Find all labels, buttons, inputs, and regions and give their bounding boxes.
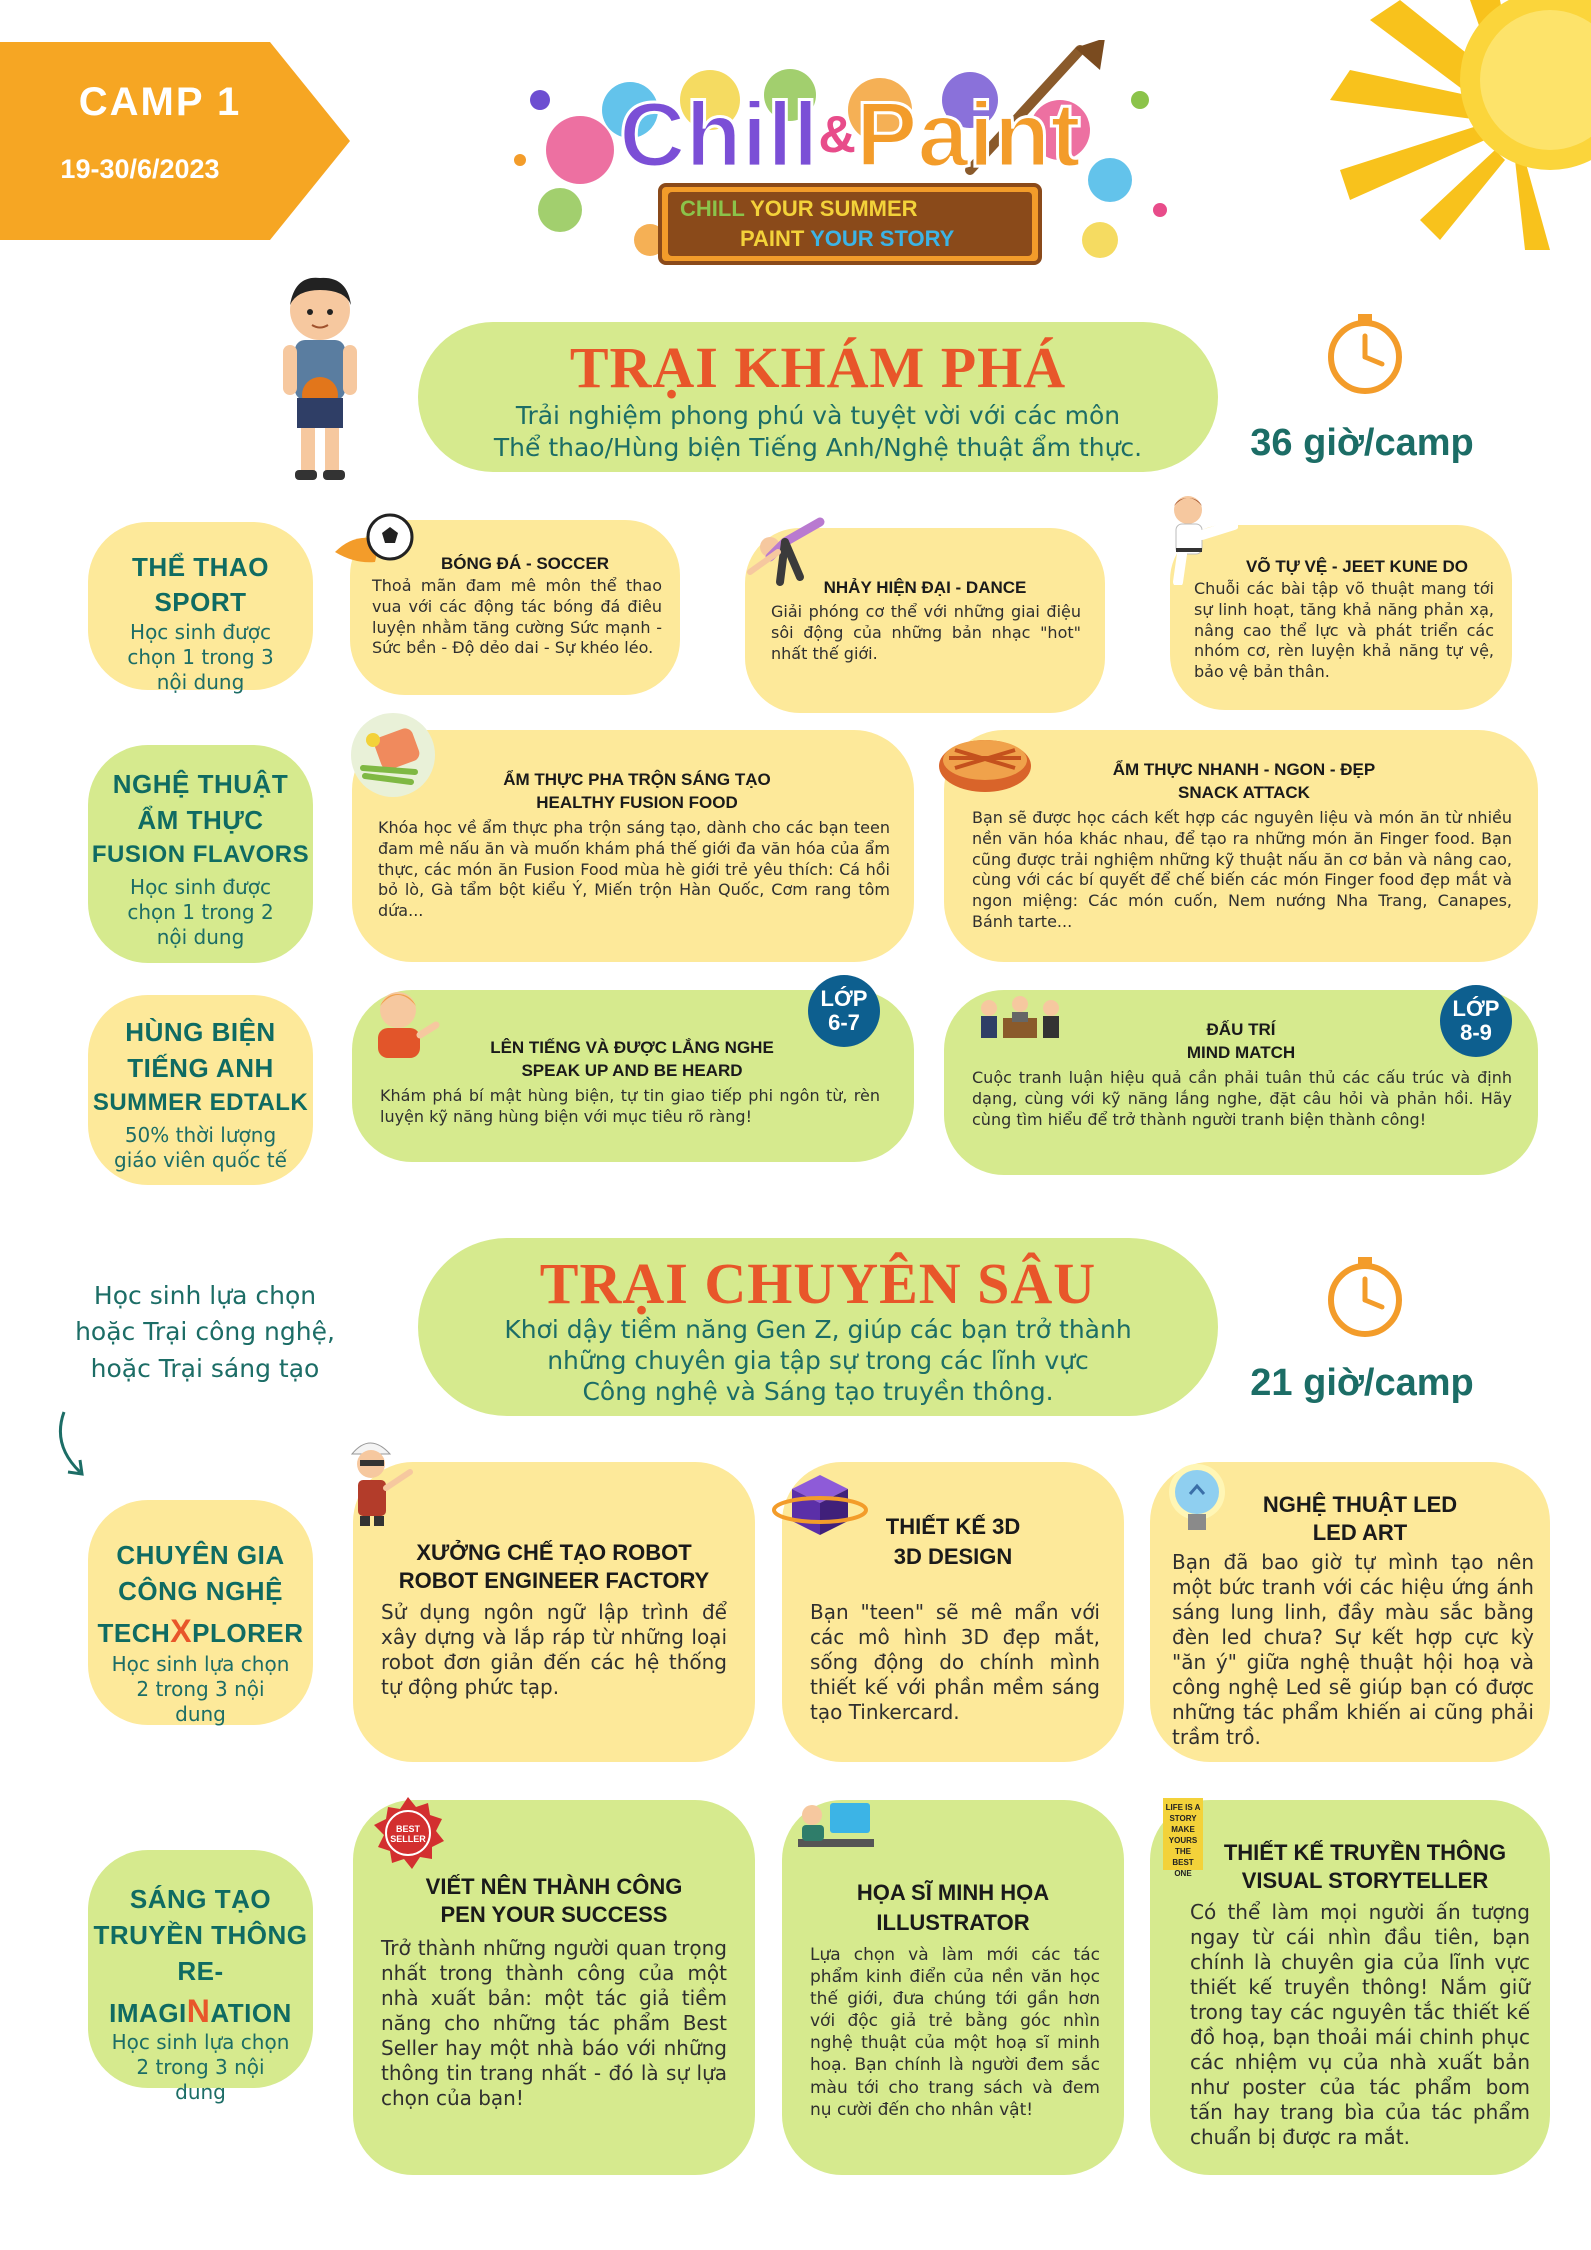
explore-hours: 36 giờ/camp — [1250, 422, 1474, 464]
engineer-icon — [340, 1432, 420, 1527]
card-text: Bạn sẽ được học cách kết hợp các nguyên liệu và món ăn từ nhiều nền văn hóa khác nhau, để tạo ra những món ăn Finger food. Bạn cũng được trải nghiệm những kỹ thuật nấu ăn cơ bản và nâng cao, cùng với các bí quyết để chế biến các món Finger food đẹp mắt và ngon miệng: Các món cuốn, Nem nướng Nha Trang, Canapes, Bánh tarte... — [972, 808, 1512, 931]
tech-label-pill — [88, 1500, 313, 1725]
explore-title: TRẠI KHÁM PHÁ — [569, 335, 1067, 400]
logo-wordmark — [560, 80, 1140, 190]
camp-tag — [0, 42, 350, 240]
martial-arts-icon — [1148, 490, 1238, 585]
card-text: Giải phóng cơ thể với những giai điệu sôi động của những bản nhạc "hot" nhất thế giới. — [771, 602, 1081, 663]
card-text: Bạn đã bao giờ tự mình tạo nên một bức tranh với các hiệu ứng ánh sáng lung linh, đầy màu sắc bằng đèn led chưa? Sự kết hợp cực kỳ "ăn ý" giữa nghệ thuật hội hoạ và công nghệ Led sẽ giúp bạn có được những tác phẩm khiến ai cũng phải trầm trồ. — [1172, 1550, 1534, 1749]
soccer-ball-icon — [335, 512, 415, 572]
tech-note: Học sinh lựa chọn 2 trong 3 nội dung — [111, 1652, 290, 1726]
deep-subtitle-1: Khơi dậy tiềm năng Gen Z, giúp các bạn trở thành — [504, 1315, 1132, 1344]
card-title: HỌA SĨ MINH HỌA — [856, 1880, 1050, 1905]
dancer-icon — [740, 502, 830, 592]
media-label-pill — [88, 1850, 313, 2104]
speaker-icon — [360, 980, 440, 1060]
clock-icon — [1322, 312, 1408, 398]
speech-title-1: HÙNG BIỆN — [125, 1017, 276, 1047]
card-subtitle: 3D DESIGN — [893, 1544, 1013, 1569]
curved-arrow-icon — [52, 1410, 92, 1485]
card-subtitle: VISUAL STORYTELLER — [1241, 1868, 1489, 1893]
food-title-3: FUSION FLAVORS — [91, 841, 310, 868]
explore-subtitle-1: Trải nghiệm phong phú và tuyệt vời với các môn — [515, 401, 1121, 430]
sun-icon — [1310, 0, 1591, 250]
salmon-dish-icon — [345, 710, 440, 800]
deep-header — [418, 1238, 1218, 1416]
deep-title: TRẠI CHUYÊN SÂU — [539, 1251, 1097, 1316]
card-title: ẨM THỰC NHANH - NGON - ĐẸP — [1112, 760, 1376, 779]
camp-tag-shape — [0, 42, 350, 240]
card-title: ẨM THỰC PHA TRỘN SÁNG TẠO — [503, 770, 771, 789]
card-subtitle: MIND MATCH — [1186, 1043, 1296, 1062]
sport-title-2: SPORT — [154, 587, 247, 617]
sport-title-1: THỂ THAO — [132, 552, 269, 582]
sport-label-pill — [88, 522, 313, 694]
card-text: Cuộc tranh luận hiệu quả cần phải tuân thủ các cấu trúc và định dạng, cùng với kỹ năng lắng nghe, đặt câu hỏi và phản hồi. Hãy cùng tìm hiểu để trở thành người tranh biện thành công! — [972, 1068, 1512, 1129]
card-subtitle: ROBOT ENGINEER FACTORY — [398, 1568, 710, 1593]
logo-word-paint: Paint — [855, 84, 1081, 186]
lightbulb-icon — [1160, 1460, 1235, 1545]
logo-tagline-1: CHILL YOUR SUMMER — [680, 196, 918, 221]
card-subtitle: SPEAK UP AND BE HEARD — [521, 1061, 743, 1080]
camp-label: CAMP 1 — [78, 80, 242, 124]
explore-header — [418, 322, 1218, 472]
media-title-4: IMAGINATION — [109, 1993, 292, 2029]
deep-subtitle-3: Công nghệ và Sáng tạo truyền thông. — [582, 1377, 1054, 1406]
card-text: Sử dụng ngôn ngữ lập trình để xây dựng và lắp ráp từ những loại robot đơn giản đến các hệ thống tự động phức tạp. — [381, 1600, 727, 1699]
tech-title-3: TECHXPLORER — [97, 1613, 304, 1649]
card-text: Khóa học về ẩm thực pha trộn sáng tạo, dành cho các bạn teen đam mê nấu ăn và muốn khám phá thế giới đa văn hóa của ẩm thực, các món ăn Fusion Food mùa hè giới trẻ yêu thích: Cá hồi bỏ lò, Gà tẩm bột kiểu Ý, Miến trộn Hàn Quốc, Cơm rang tôm dứa... — [378, 818, 890, 921]
grade-badge: LỚP 8-9 — [1440, 985, 1512, 1057]
media-title-2: TRUYỀN THÔNG — [93, 1920, 308, 1950]
explore-subtitle-2: Thể thao/Hùng biện Tiếng Anh/Nghệ thuật ẩm thực. — [493, 433, 1143, 462]
card-subtitle: ILLUSTRATOR — [876, 1910, 1030, 1935]
card-text: Bạn "teen" sẽ mê mẩn với các mô hình 3D đẹp mắt, sống động do chính mình thiết kế với phần mềm sáng tạo Tinkercard. — [810, 1600, 1100, 1724]
speech-note: 50% thời lượng giáo viên quốc tế — [114, 1123, 287, 1172]
pie-icon — [935, 728, 1035, 796]
speech-title-2: TIẾNG ANH — [127, 1053, 274, 1083]
card-text: Chuỗi các bài tập võ thuật mang tới sự linh hoạt, tăng khả năng phản xạ, nâng cao thể lực và phát triển các nhóm cơ, rèn luyện khả năng tự vệ, bảo vệ bản thân. — [1194, 579, 1494, 682]
card-subtitle: SNACK ATTACK — [1178, 783, 1310, 802]
sport-note: Học sinh được chọn 1 trong 3 nội dung — [127, 620, 274, 694]
card-text: Thoả mãn đam mê môn thể thao vua với các động tác bóng đá điêu luyện nhằm tăng cường Sức mạnh - Sức bền - Độ dẻo dai - Sự khéo léo. — [372, 576, 662, 658]
card-title: NHẢY HIỆN ĐẠI - DANCE — [823, 578, 1027, 597]
card-title: NGHỆ THUẬT LED — [1262, 1492, 1458, 1517]
choice-note: Học sinh lựa chọn hoặc Trại công nghệ, hoặc Trại sáng tạo — [75, 1281, 335, 1383]
camp-dates: 19-30/6/2023 — [60, 154, 220, 184]
card-subtitle: HEALTHY FUSION FOOD — [536, 793, 738, 812]
card-subtitle: LED ART — [1312, 1520, 1408, 1545]
deep-hours: 21 giờ/camp — [1250, 1362, 1474, 1404]
deep-subtitle-2: những chuyên gia tập sự trong các lĩnh vực — [547, 1346, 1089, 1375]
card-text: Khám phá bí mật hùng biện, tự tin giao tiếp phi ngôn từ, rèn luyện kỹ năng hùng biện với mục tiêu rõ ràng! — [380, 1086, 880, 1126]
speech-label-pill — [88, 995, 313, 1185]
3d-cube-icon — [770, 1455, 870, 1540]
media-card-storyteller — [1150, 1800, 1550, 2175]
speech-title-3: SUMMER EDTALK — [92, 1089, 309, 1116]
tech-title-2: CÔNG NGHỆ — [118, 1576, 283, 1606]
card-title: VÕ TỰ VỆ - JEET KUNE DO — [1246, 557, 1468, 576]
card-text: Lựa chọn và làm mới các tác phẩm kinh điển của nền văn học thế giới, đưa chúng tới gần hơn với độc giả trẻ bằng góc nhìn nghệ thuật của một hoạ sĩ minh hoạ. Bạn chính là người đem sắc màu tới cho trang sách và đem nụ cười đến cho nhân vật! — [810, 1945, 1100, 2120]
story-poster-icon: LIFE IS A STORY MAKE YOURS THE BEST ONE — [1163, 1798, 1203, 1870]
card-subtitle: PEN YOUR SUCCESS — [440, 1902, 668, 1927]
card-text: Trở thành những người quan trọng nhất trong thành công của một nhà xuất bản: một tác giả tiềm năng cho những tác phẩm Best Seller hay một nhà báo với những thông tin trang nhất - đó là sự lựa chọn của bạn! — [381, 1936, 727, 2110]
logo-tagline-2: PAINT YOUR STORY — [740, 226, 955, 251]
card-text: Có thể làm mọi người ấn tượng ngay từ cái nhìn đầu tiên, bạn chính là chuyên gia của lĩnh vực thiết kế truyền thông! Nắm giữ trong tay các nguyên tắc thiết kế đồ hoạ, bạn thoải mái chinh phục các nhiệm vụ của nhà xuất bản như poster của tác phẩm bom tấn hay trang bìa của tác phẩm chuẩn bị được ra mắt. — [1190, 1900, 1530, 2149]
best-seller-badge-icon: BEST SELLER — [368, 1795, 448, 1875]
food-title-2: ẨM THỰC — [137, 805, 264, 835]
card-title: XƯỞNG CHẾ TẠO ROBOT — [416, 1540, 692, 1565]
grade-badge: LỚP 6-7 — [808, 975, 880, 1047]
media-title-1: SÁNG TẠO — [129, 1884, 272, 1914]
card-title: THIẾT KẾ TRUYỀN THÔNG — [1223, 1840, 1507, 1865]
food-note: Học sinh được chọn 1 trong 2 nội dung — [127, 875, 274, 949]
illustrator-desk-icon — [790, 1795, 880, 1865]
logo-amp: & — [818, 106, 856, 164]
logo-word-chill: Chill — [619, 84, 819, 186]
card-title: THIẾT KẾ 3D — [885, 1514, 1021, 1539]
card-title: ĐẤU TRÍ — [1206, 1020, 1276, 1039]
food-label-pill — [88, 745, 313, 963]
logo — [500, 40, 1180, 280]
food-title-1: NGHỆ THUẬT — [112, 769, 289, 799]
boy-character-icon — [265, 270, 375, 485]
clock-icon — [1322, 1255, 1408, 1341]
tech-title-1: CHUYÊN GIA — [116, 1540, 285, 1570]
card-title: VIẾT NÊN THÀNH CÔNG — [425, 1874, 683, 1899]
card-title: LÊN TIẾNG VÀ ĐƯỢC LẮNG NGHE — [490, 1038, 774, 1057]
media-note: Học sinh lựa chọn 2 trong 3 nội dung — [111, 2030, 290, 2104]
card-title: BÓNG ĐÁ - SOCCER — [440, 554, 610, 573]
debate-table-icon — [975, 988, 1065, 1048]
media-title-3: RE- — [177, 1956, 224, 1986]
